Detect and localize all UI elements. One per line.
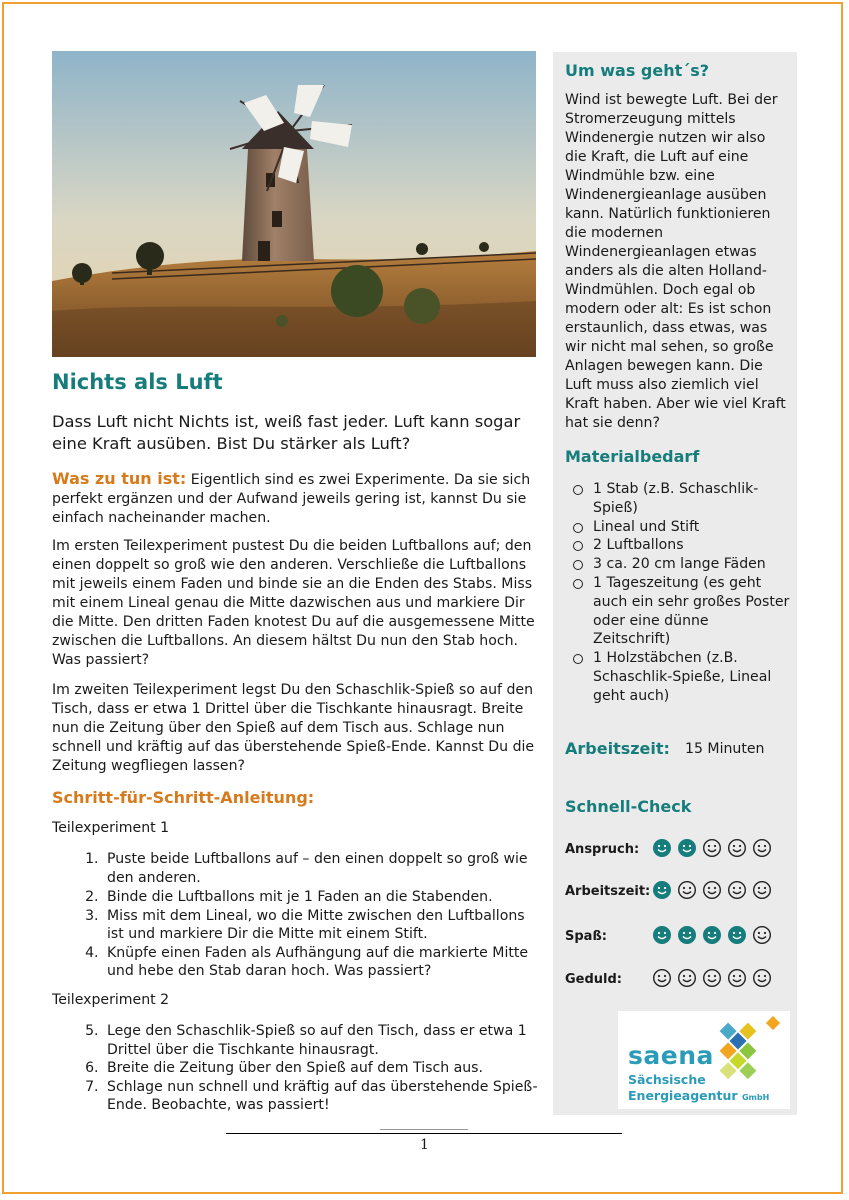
part2-steps	[52, 1022, 538, 1115]
check-label-anspruch: Anspruch:	[565, 842, 640, 857]
task-text: Eigentlich sind es zwei Experimente. Da sie sich perfekt ergänzen und der Aufwand jeweils gering ist, kannst Du sie einfach nacheinander machen.	[52, 472, 531, 526]
smiley-outline-icon	[702, 968, 722, 988]
smiley-filled-icon	[652, 880, 672, 900]
smiley-outline-icon	[752, 968, 772, 988]
circle-bullet-icon	[573, 541, 583, 551]
material-heading: Materialbedarf	[565, 447, 700, 466]
list-item: 6. Breite die Zeitung über den Spieß auf dem Tisch aus.	[103, 1059, 538, 1078]
list-item: 1 Tageszeitung (es geht auch ein sehr großes Poster oder eine dünne Zeitschrift)	[565, 574, 790, 649]
rating-geduld	[652, 968, 772, 988]
material-list	[565, 480, 790, 706]
list-item: 3 ca. 20 cm lange Fäden	[565, 555, 790, 574]
list-item: 1 Holzstäbchen (z.B. Schaschlik-Spieße, Lineal geht auch)	[565, 649, 790, 705]
list-item: 2. Binde die Luftballons mit je 1 Faden an die Stabenden.	[103, 888, 538, 907]
smiley-filled-icon	[677, 838, 697, 858]
smiley-outline-icon	[727, 880, 747, 900]
list-item: Lineal und Stift	[565, 518, 790, 537]
worktime-label: Arbeitszeit:	[565, 739, 670, 758]
experiment-2-paragraph: Im zweiten Teilexperiment legst Du den Schaschlik-Spieß so auf den Tisch, dass er etwa 1 Drittel über die Tischkante hinausragt. Breite nun die Zeitung über den Spieß auf dem Tisch aus. Schlage nun schnell und kräftig auf das überstehende Spieß-Ende. Kannst Du die Zeitung wegfliegen lassen?	[52, 682, 535, 774]
list-item: 2 Luftballons	[565, 536, 790, 555]
list-item: 1. Puste beide Luftballons auf – den einen doppelt so groß wie den anderen.	[103, 850, 538, 887]
rating-arbeitszeit	[652, 880, 772, 900]
list-item: 4. Knüpfe einen Faden als Aufhängung auf die markierte Mitte und hebe den Stab daran hoch. Was passiert?	[103, 944, 538, 981]
smiley-outline-icon	[727, 838, 747, 858]
circle-bullet-icon	[573, 523, 583, 533]
experiment-1-paragraph: Im ersten Teilexperiment pustest Du die beiden Luftballons auf; den einen doppelt so groß wie den anderen. Verschließe die Luftballons mit jeweils einem Faden und binde sie an die Enden des Stabs. Miss mit einem Lineal genau die Mitte dazwischen aus und markiere Dir die Mitte. Den dritten Faden knotest Du auf die ausgemessene Mitte zwischen die Luftballons. An diesem hältst Du nun den Stab hoch. Was passiert?	[52, 538, 535, 668]
smiley-outline-icon	[677, 968, 697, 988]
smiley-outline-icon	[727, 968, 747, 988]
part1-steps	[52, 850, 538, 981]
circle-bullet-icon	[573, 560, 583, 570]
logo-line1: Sächsische	[628, 1072, 706, 1087]
task-label: Was zu tun ist:	[52, 469, 187, 488]
rating-anspruch	[652, 838, 772, 858]
footer-rule-short	[380, 1129, 468, 1130]
task-paragraph	[52, 469, 542, 528]
page-number: 1	[420, 1137, 429, 1153]
about-heading: Um was geht´s?	[565, 61, 710, 80]
circle-bullet-icon	[573, 485, 583, 495]
logo-name: saena	[628, 1041, 714, 1070]
check-label-geduld: Geduld:	[565, 972, 623, 987]
list-item: 1 Stab (z.B. Schaschlik-Spieß)	[565, 480, 790, 518]
logo-line2: Energieagentur GmbH	[628, 1088, 770, 1103]
smiley-filled-icon	[652, 925, 672, 945]
list-item: 3. Miss mit dem Lineal, wo die Mitte zwischen den Luftballons ist und markiere Dir die Mitte mit einem Stift.	[103, 907, 538, 944]
smiley-outline-icon	[702, 838, 722, 858]
about-text: Wind ist bewegte Luft. Bei der Stromerzeugung mittels Windenergie nutzen wir also die Kraft, die Luft auf eine Windmühle bzw. eine Windenergieanlage ausüben kann. Natürlich funktionieren die modernen Windenergieanlagen etwas anders als die alten Holland-Windmühlen. Doch egal ob modern oder alt: Es ist schon erstaunlich, dass etwas, was wir nicht mal sehen, so große Anlagen bewegen kann. Die Luft muss also ziemlich viel Kraft haben. Aber wie viel Kraft hat sie denn?	[565, 92, 786, 431]
part1-label: Teilexperiment 1	[52, 820, 170, 836]
smiley-outline-icon	[752, 838, 772, 858]
circle-bullet-icon	[573, 579, 583, 589]
check-label-arbeitszeit: Arbeitszeit:	[565, 884, 651, 899]
list-item: 7. Schlage nun schnell und kräftig auf das überstehende Spieß-Ende. Beobachte, was passiert!	[103, 1078, 538, 1115]
list-item: 5. Lege den Schaschlik-Spieß so auf den Tisch, dass er etwa 1 Drittel über die Tischkante hinausragt.	[103, 1022, 538, 1059]
worktime-value: 15 Minuten	[685, 741, 765, 757]
rating-spass	[652, 925, 772, 945]
smiley-filled-icon	[652, 838, 672, 858]
smiley-outline-icon	[752, 880, 772, 900]
circle-bullet-icon	[573, 654, 583, 664]
smiley-filled-icon	[702, 925, 722, 945]
page-title: Nichts als Luft	[52, 370, 223, 394]
footer-rule	[226, 1133, 622, 1134]
part2-label: Teilexperiment 2	[52, 992, 170, 1008]
smiley-filled-icon	[727, 925, 747, 945]
check-heading: Schnell-Check	[565, 797, 692, 816]
intro-text: Dass Luft nicht Nichts ist, weiß fast jeder. Luft kann sogar eine Kraft ausüben. Bist Du stärker als Luft?	[52, 412, 521, 453]
smiley-outline-icon	[752, 925, 772, 945]
windmill-photo	[52, 51, 536, 357]
saena-logo	[618, 1011, 790, 1109]
smiley-outline-icon	[677, 880, 697, 900]
check-label-spass: Spaß:	[565, 929, 607, 944]
smiley-outline-icon	[702, 880, 722, 900]
smiley-outline-icon	[652, 968, 672, 988]
steps-heading: Schritt-für-Schritt-Anleitung:	[52, 788, 315, 807]
smiley-filled-icon	[677, 925, 697, 945]
